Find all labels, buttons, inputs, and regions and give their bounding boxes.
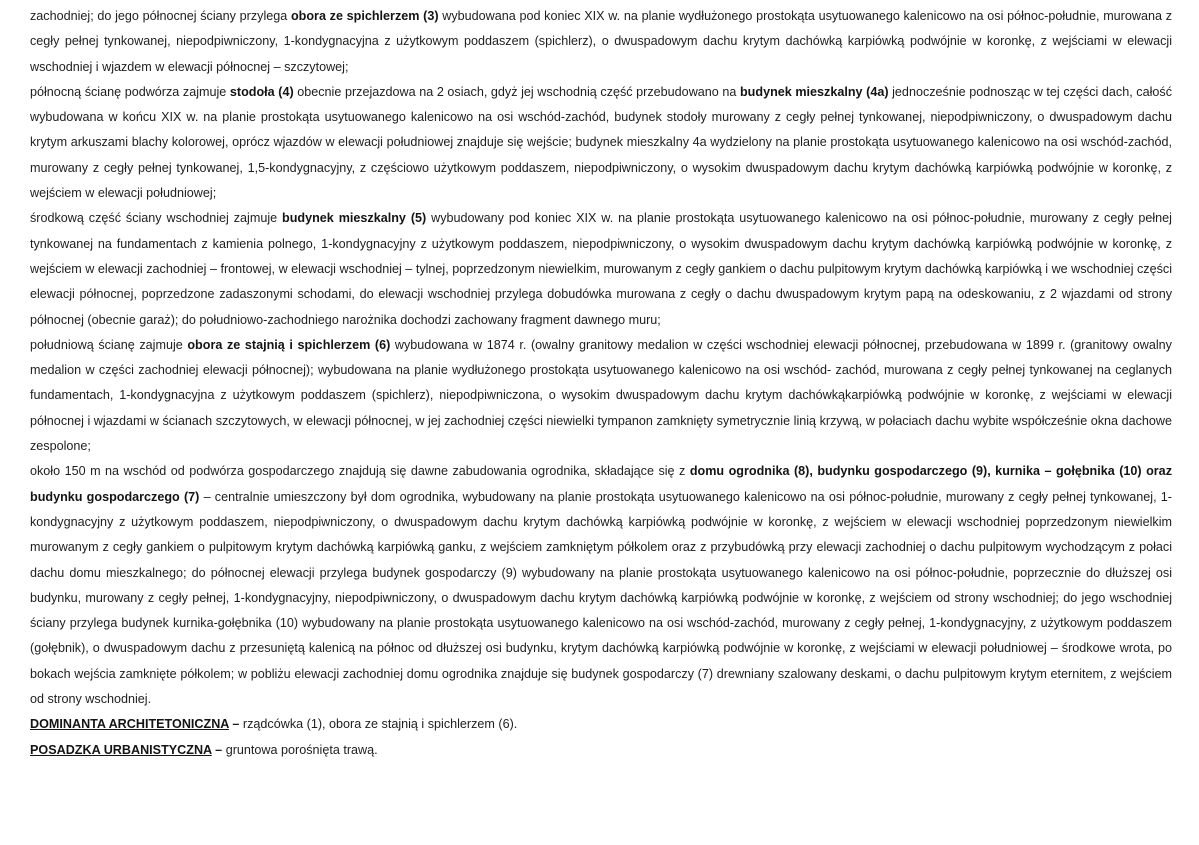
paragraph [30, 80, 1172, 206]
text-segment: środkową część ściany wschodniej zajmuje [30, 211, 283, 226]
text-segment: wybudowana w 1874 r. (owalny granitowy medalion w części wschodniej elewacji północnej, przebudowana w 1899 r. (granitowy owalny medalion w części zachodniej elewacji północnej); wybudowana na planie wydłużonego prostokąta usytuowanego kalenicowo na osi wschód- zachód, murowana z cegły pełnej tynkowanej na ceglanych fundamentach, 1-kondygnacyjna z użytkowym poddaszem (spichlerz), niepodpiwniczona, o wysokim dwuspadowym dachu krytym dachówkąkarpiówką podwójnie w koronkę, z wejściami w elewacji północnej i wjazdami w ścianach szczytowych, w elewacji północnej, w jej zachodniej części niewielki tympanon zamknięty symetrycznie linią krzywą, w połaciach dachu wybite współcześnie okna dachowe zespolone; [30, 337, 1172, 454]
body-text [30, 4, 1172, 712]
text-segment: wybudowany pod koniec XIX w. na planie prostokąta usytuowanego kalenicowo na osi północ-południe, murowany z cegły pełnej tynkowanej na fundamentach z kamienia polnego, 1-kondygnacyjny z użytkowym poddaszem, niepodpiwniczony, o wysokim dwuspadowym dachu krytym dachówką karpiówką podwójnie w koronkę, z wejściem w elewacji zachodniej – frontowej, w elewacji wschodniej – tylnej, poprzedzonym niewielkim, murowanym z cegły gankiem o dachu pulpitowym krytym dachówką karpiówką i we wschodniej części elewacji północnej, poprzedzone zadaszonymi schodami, do elewacji wschodniej przylega dobudówka murowana z cegły o dachu dwuspadowym krytym papą na odeskowaniu, z 2 wjazdami od strony północnej (obecnie garaż); do południowo-zachodniego narożnika dochodzi zachowany fragment dawnego muru; [30, 211, 1172, 327]
bold-text-segment: obora ze spichlerzem (3) [290, 9, 439, 23]
flooring-text: gruntowa porośnięta trawą. [222, 742, 378, 757]
dominant-line [30, 712, 1172, 737]
flooring-dash: – [211, 742, 223, 757]
dominant-text: rządcówka (1), obora ze stajnią i spichlerzem (6). [239, 717, 518, 732]
text-segment: zachodniej; do jego północnej ściany przylega [30, 9, 291, 23]
text-segment: jednocześnie podnosząc w tej części dach, całość wybudowana w końcu XIX w. na planie prostokąta usytuowanego kalenicowo na osi wschód-zachód, budynek stodoły murowany z cegły pełnej tynkowanej, niepodpiwniczony, o dwuspadowym dachu krytym arkuszami blachy kolorowej, oprócz wjazdów w elewacji południowej znajduje się wejście; budynek mieszkalny 4a wydzielony na planie prostokąta usytuowanego kalenicowo na osi wschód-zachód, murowany z cegły pełnej tynkowanej, 1,5-kondygnacyjny, z częściowo użytkowym poddaszem, niepodpiwniczony, o wysokim dwuspadowym dachu krytym dachówką karpiówką podwójnie w koronkę, z wejściem w elewacji południowej; [30, 84, 1172, 201]
bold-text-segment: budynek mieszkalny (5) [282, 211, 427, 226]
paragraph [30, 333, 1172, 459]
text-segment: około 150 m na wschód od podwórza gospodarczego znajdują się dawne zabudowania ogrodnika, składające się z [30, 464, 690, 479]
dominant-dash: – [228, 717, 240, 732]
bold-text-segment: obora ze stajnią i spichlerzem (6) [187, 337, 391, 352]
text-segment: obecnie przejazdowa na 2 osiach, gdyż jej wschodnią część przebudowano na [293, 84, 740, 99]
dominant-label: DOMINANTA ARCHITETONICZNA [30, 717, 229, 732]
document-page [30, 4, 1172, 763]
paragraph [30, 4, 1172, 80]
bold-text-segment: stodoła (4) [229, 84, 294, 99]
bold-text-segment: budynek mieszkalny (4a) [739, 84, 889, 99]
bold-text-segment: domu ogrodnika (8), budynku gospodarczego (9), kurnika – gołębnika (10) oraz budynku gospodarczego (7) [30, 464, 1172, 504]
flooring-line [30, 738, 1172, 763]
text-segment: północną ścianę podwórza zajmuje [30, 84, 230, 99]
text-segment: południową ścianę zajmuje [30, 337, 188, 352]
text-segment: – centralnie umieszczony był dom ogrodnika, wybudowany na planie prostokąta usytuowanego kalenicowo na osi północ-południe, murowany z cegły pełnej tynkowanej, 1-kondygnacyjny z użytkowym poddaszem, niepodpiwniczony, o dwuspadowym dachu krytym dachówką karpiówką podwójnie w koronkę, z wejściem w elewacji wschodniej poprzedzonym niewielkim murowanym z cegły gankiem o pulpitowym krytym dachówką karpiówką ganku, z wejściem zamkniętym półkolem oraz z przybudówką przy elewacji zachodniej o dachu pulpitowym wychodzącym z połaci dachu domu mieszkalnego; do północnej elewacji przylega budynek gospodarczy (9) wybudowany na planie prostokąta usytuowanego kalenicowo na osi północ-południe, poprzecznie do dłuższej osi budynku, murowany z cegły pełnej, 1-kondygnacyjny, niepodpiwniczony, o dwuspadowym dachu krytym dachówką karpiówką podwójnie w koronkę, z wejściem od strony wschodniej; do jego wschodniej ściany przylega budynek kurnika-gołębnika (10) wybudowany na planie prostokąta usytuowanego kalenicowo na osi wschód-zachód, murowany z cegły pełnej, 1-kondygnacyjny, z użytkowym poddaszem (gołębnik), o dwuspadowym dachu z przesuniętą kalenicą na północ od dłuższej osi budynku, krytym dachówką karpiówką podwójnie w koronkę, z wejściami w elewacji południowej – środkowe wrota, po bokach wejścia zamknięte półkolem; w pobliżu elewacji zachodniej domu ogrodnika znajduje się budynek gospodarczy (7) drewniany szalowany deskami, o dachu pulpitowym krytym eternitem, z wejściem od strony wschodniej. [30, 489, 1172, 707]
paragraph [30, 459, 1172, 712]
text-segment: wybudowana pod koniec XIX w. na planie wydłużonego prostokąta usytuowanego kalenicowo na osi północ-południe, murowana z cegły pełnej tynkowanej, niepodpiwniczony, 1-kondygnacyjna z użytkowym poddaszem (spichlerz), o dwuspadowym dachu krytym dachówką karpiówką podwójnie w koronkę, z wejściami w elewacji wschodniej i wjazdem w elewacji północnej – szczytowej; [30, 9, 1172, 74]
paragraph [30, 206, 1172, 332]
flooring-label: POSADZKA URBANISTYCZNA [30, 742, 212, 757]
